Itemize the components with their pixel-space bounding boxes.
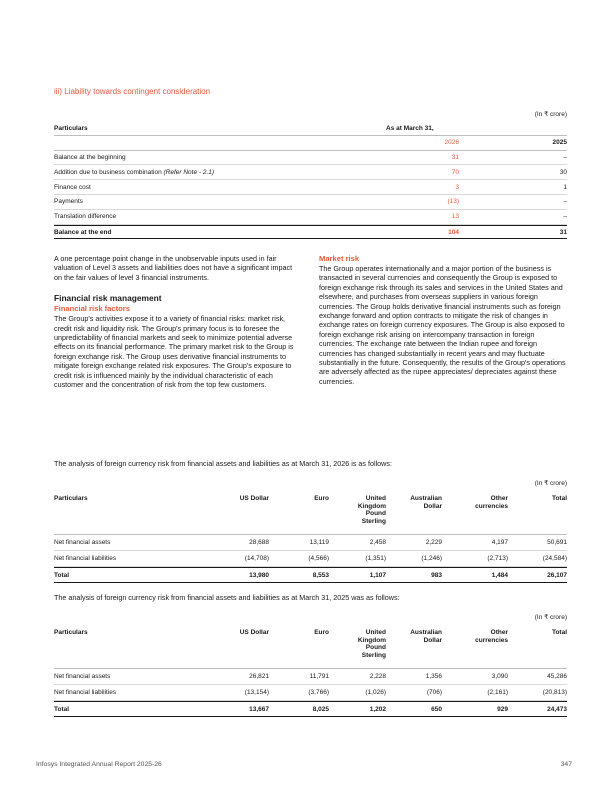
row-label-text: Addition due to business combination <box>54 168 164 176</box>
year-current: 2026 <box>444 139 459 147</box>
row-label: Net financial liabilities <box>54 689 117 696</box>
cell: (2,713) <box>487 555 508 562</box>
cell: (1,246) <box>421 555 442 562</box>
table-header-row <box>54 624 567 669</box>
financial-risk-management-heading: Financial risk management <box>54 293 162 304</box>
cell: 2,458 <box>369 539 386 546</box>
header-us-dollar: US Dollar <box>239 495 269 502</box>
table-row <box>54 210 567 225</box>
row-label <box>54 169 214 176</box>
cell: 50,691 <box>547 539 567 546</box>
cell: 1,202 <box>369 706 386 713</box>
left-text-column <box>54 254 301 389</box>
header-aud: Australian Dollar <box>410 629 442 644</box>
cell: 26,107 <box>547 572 567 579</box>
row-label: Net financial liabilities <box>54 555 117 562</box>
financial-risk-factors-heading: Financial risk factors <box>54 304 130 314</box>
header-gbp: United Kingdom Pound Sterling <box>357 495 386 525</box>
row-value-2025: – <box>563 198 567 206</box>
table-row <box>54 551 567 567</box>
fx2025-table <box>54 624 567 717</box>
header-particulars: Particulars <box>54 124 88 132</box>
header-total: Total <box>551 495 567 502</box>
right-text-column <box>319 254 567 386</box>
total-label: Total <box>54 706 70 713</box>
cell: (3,766) <box>308 689 329 696</box>
row-label: Finance cost <box>54 183 91 191</box>
row-value-2026: 13 <box>451 213 459 221</box>
row-value-2025: – <box>563 154 567 162</box>
table-row <box>54 195 567 210</box>
row-value-2026: 3 <box>455 183 459 191</box>
row-value-2025: 1 <box>563 183 567 191</box>
cell: 8,553 <box>312 572 329 579</box>
table-row <box>54 165 567 180</box>
table-header-row <box>54 490 567 535</box>
row-label: Payments <box>54 198 83 206</box>
table-row <box>54 535 567 551</box>
cell: 3,090 <box>491 673 508 680</box>
cell: 45,286 <box>547 673 567 680</box>
cell: 26,821 <box>249 673 269 680</box>
table-row <box>54 180 567 195</box>
year-previous: 2025 <box>552 139 567 147</box>
cell: (1,026) <box>365 689 386 696</box>
page-number: 347 <box>560 761 572 768</box>
contingent-consideration-table <box>54 121 567 239</box>
fx2026-unit: (In ₹ crore) <box>534 480 567 487</box>
cell: (1,351) <box>365 555 386 562</box>
header-total: Total <box>551 629 567 636</box>
market-risk-heading: Market risk <box>319 254 360 263</box>
row-label: Net financial assets <box>54 673 111 680</box>
cell: (20,813) <box>542 689 567 696</box>
cell: 983 <box>431 572 442 579</box>
row-value-2025: – <box>563 213 567 221</box>
section-title: iii) Liability towards contingent consideration <box>54 87 211 96</box>
row-label: Balance at the beginning <box>54 154 126 162</box>
header-other: Other currencies <box>475 495 508 510</box>
header-us-dollar: US Dollar <box>239 629 269 636</box>
fx2025-unit: (In ₹ crore) <box>534 614 567 621</box>
header-euro: Euro <box>314 629 329 636</box>
risk-factors-paragraph: The Group's activities expose it to a variety of financial risks: market risk, credit risk and liquidity risk. The Group's primary focus is to foresee the unpredictability of financial markets and seek to minimize potential adverse effects on its financial performance. The primary market risk to the Group is foreign exchange risk. The Group uses derivative financial instruments to mitigate foreign exchange related risk exposures. The Group's exposure to credit risk is influenced mainly by the individual characteristic of each customer and the concentration of risk from the top few customers. <box>54 314 294 390</box>
row-value-2026: 31 <box>451 154 459 162</box>
total-value-2026: 104 <box>448 229 459 237</box>
cell: (24,584) <box>542 555 567 562</box>
table-total-row <box>54 567 567 583</box>
row-note: (Refer Note - 2.1) <box>163 168 215 176</box>
table-total-row <box>54 701 567 717</box>
row-value-2026: 70 <box>451 168 459 176</box>
cell: 13,667 <box>249 706 269 713</box>
cell: 1,356 <box>425 673 442 680</box>
table-row <box>54 151 567 166</box>
total-label: Balance at the end <box>54 229 112 237</box>
cell: (2,161) <box>487 689 508 696</box>
table1-unit: (In ₹ crore) <box>534 111 567 118</box>
header-aud: Australian Dollar <box>410 495 442 510</box>
level3-paragraph: A one percentage point change in the unobservable inputs used in fair valuation of Level 3 assets and liabilities does not have a significant impact on the fair values of level 3 financial instruments. <box>54 254 293 282</box>
header-euro: Euro <box>314 495 329 502</box>
table-total-row <box>54 225 567 240</box>
cell: 28,688 <box>249 539 269 546</box>
cell: 1,484 <box>491 572 508 579</box>
fx2025-intro: The analysis of foreign currency risk from financial assets and liabilities as at March 31, 2025 was as follows: <box>54 593 400 602</box>
total-value-2025: 31 <box>559 229 567 237</box>
row-label: Translation difference <box>54 213 117 221</box>
cell: 8,025 <box>312 706 329 713</box>
header-as-at: As at March 31, <box>386 124 434 132</box>
cell: 11,791 <box>309 673 329 680</box>
header-gbp: United Kingdom Pound Sterling <box>357 629 386 659</box>
table-header-row <box>54 121 567 136</box>
total-label: Total <box>54 572 70 579</box>
cell: 24,473 <box>547 706 567 713</box>
cell: (14,708) <box>244 555 269 562</box>
table-row <box>54 669 567 685</box>
cell: (13,154) <box>244 689 269 696</box>
fx2026-intro: The analysis of foreign currency risk from financial assets and liabilities as at March 31, 2026 is as follows: <box>54 459 392 468</box>
cell: (706) <box>426 689 442 696</box>
cell: 13,119 <box>309 539 329 546</box>
cell: 13,980 <box>249 572 269 579</box>
cell: 650 <box>431 706 442 713</box>
cell: 1,107 <box>369 572 386 579</box>
table-years-row <box>54 136 567 151</box>
cell: 929 <box>497 706 508 713</box>
header-particulars: Particulars <box>54 629 88 636</box>
row-label: Net financial assets <box>54 539 111 546</box>
market-risk-paragraph: The Group operates internationally and a major portion of the business is transacted in several currencies and consequently the Group is exposed to foreign exchange risk through its sales and services in the United States and elsewhere, and purchases from overseas suppliers in various foreign currencies. The Group holds derivative financial instruments such as foreign exchange forward and option contracts to mitigate the risk of changes in exchange rates on foreign currency exposures. The Group is also exposed to foreign exchange risk arising on intercompany transaction in foreign currencies. The exchange rate between the Indian rupee and foreign currencies has changed substantially in recent years and may fluctuate substantially in the future. Consequently, the results of the Group's operations are adversely affected as the rupee appreciates/ depreciates against these currencies. <box>319 264 566 386</box>
cell: (4,566) <box>308 555 329 562</box>
cell: 2,228 <box>369 673 386 680</box>
header-particulars: Particulars <box>54 495 88 502</box>
footer-report-title: Infosys Integrated Annual Report 2025-26 <box>36 761 162 768</box>
header-other: Other currencies <box>475 629 508 644</box>
fx2026-table <box>54 490 567 583</box>
row-value-2026: (13) <box>447 198 459 206</box>
cell: 2,229 <box>425 539 442 546</box>
cell: 4,197 <box>491 539 508 546</box>
table-row <box>54 685 567 701</box>
row-value-2025: 30 <box>559 168 567 176</box>
